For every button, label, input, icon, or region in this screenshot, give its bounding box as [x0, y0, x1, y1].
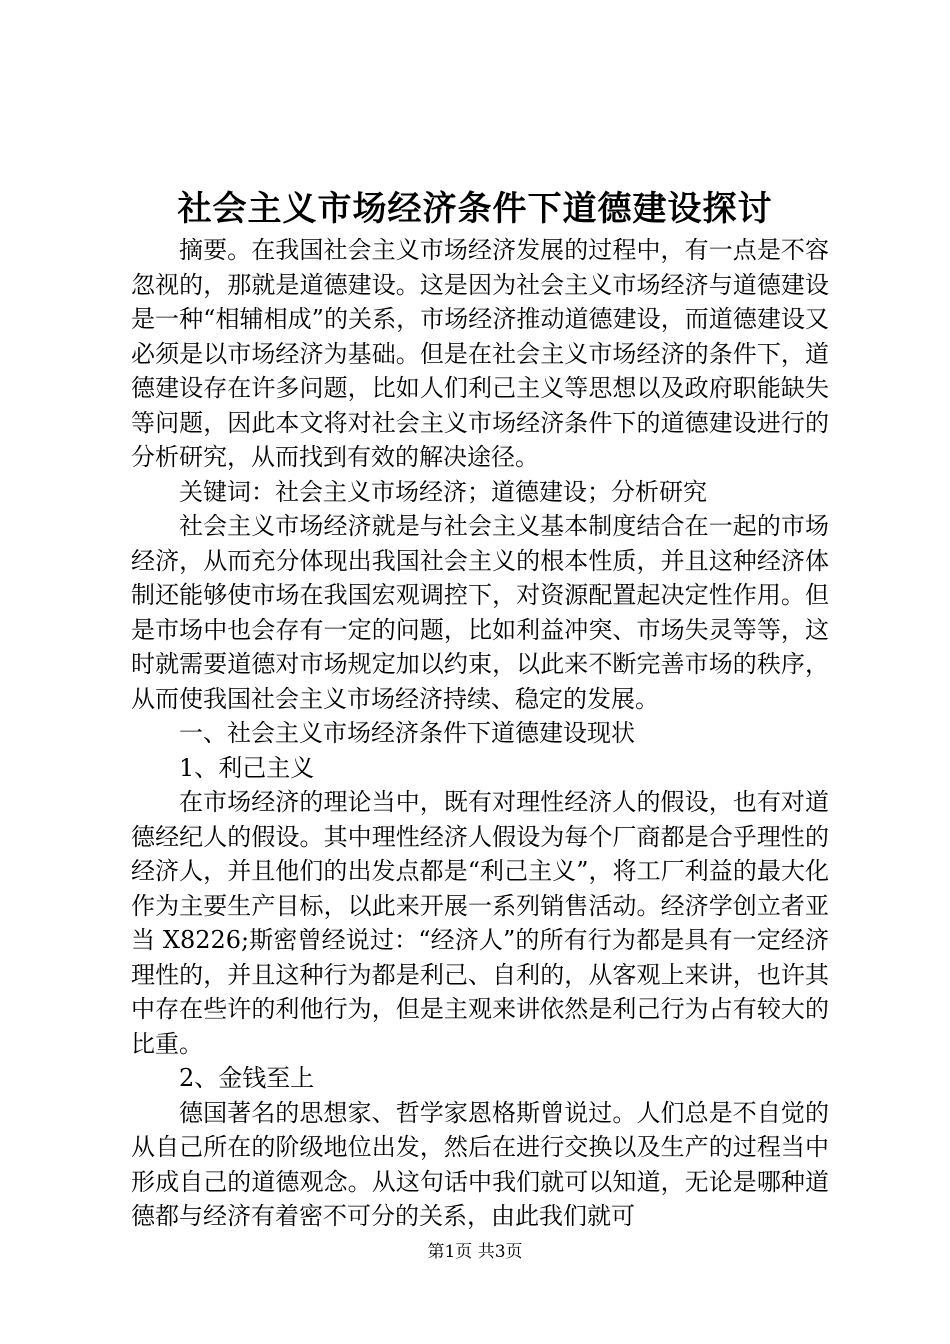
section-heading: 一、社会主义市场经济条件下道德建设现状	[179, 719, 635, 747]
subsection-paragraph-2: 德国著名的思想家、哲学家恩格斯曾说过。人们总是不自觉的从自己所在的阶级地位出发，然后在进行交换以及生产的过程当中形成自己的道德观念。从这句话中我们就可以知道，无论是哪种道德都与经济有着密不可分的关系，由此我们就可	[131, 1098, 829, 1230]
keywords-line: 关键词：社会主义市场经济；道德建设；分析研究	[179, 477, 707, 506]
document-body	[131, 233, 829, 1234]
document-title: 社会主义市场经济条件下道德建设探讨	[177, 189, 773, 229]
abstract-paragraph: 摘要。在我国社会主义市场经济发展的过程中，有一点是不容忽视的，那就是道德建设。这是因为社会主义市场经济与道德建设是一种“相辅相成”的关系，市场经济推动道德建设，而道德建设又必须是以市场经济为基础。但是在社会主义市场经济的条件下，道德建设存在许多问题，比如人们利己主义等思想以及政府职能缺失等问题，因此本文将对社会主义市场经济条件下的道德建设进行的分析研究，从而找到有效的解决途径。	[131, 236, 829, 471]
page-number-footer: 第1页 共3页	[427, 1242, 523, 1262]
subsection-heading-2: 2、金钱至上	[179, 1064, 315, 1092]
subsection-heading-1: 1、利己主义	[179, 753, 315, 782]
intro-paragraph: 社会主义市场经济就是与社会主义基本制度结合在一起的市场经济，从而充分体现出我国社会主义的根本性质，并且这种经济体制还能够使市场在我国宏观调控下，对资源配置起决定性作用。但是市场中也会存有一定的问题，比如利益冲突、市场失灵等等，这时就需要道德对市场规定加以约束，以此来不断完善市场的秩序，从而使我国社会主义市场经济持续、稳定的发展。	[131, 512, 829, 713]
subsection-paragraph-1: 在市场经济的理论当中，既有对理性经济人的假设，也有对道德经纪人的假设。其中理性经济人假设为每个厂商都是合乎理性的经济人，并且他们的出发点都是“利己主义”，将工厂利益的最大化作为主要生产目标，以此来开展一系列销售活动。经济学创立者亚当 X8226;斯密曾经说过：“经济人”的所有行为都是具有一定经济理性的，并且这种行为都是利己、自利的，从客观上来讲，也许其中存在些许的利他行为，但是主观来讲依然是利己行为占有较大的比重。	[131, 788, 829, 1058]
